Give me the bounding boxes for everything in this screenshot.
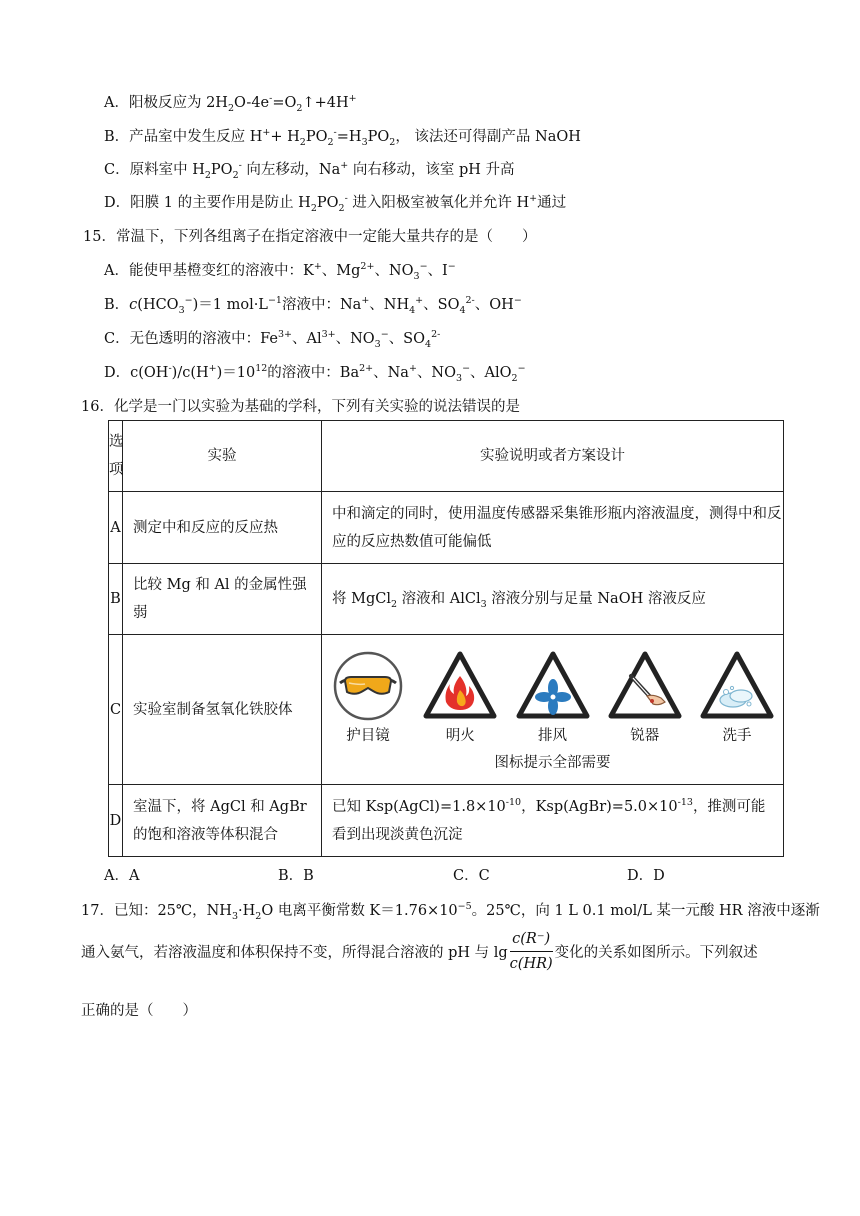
safety-icons <box>326 642 779 746</box>
q15-option-d: D．$c(OH^-)/c(H^+)=10^{12}$的溶液中：$Ba^{2+}$、Na+、$NO_3^-$、AlO$_2$− <box>104 363 526 384</box>
header-experiment: 实验 <box>123 421 322 492</box>
q17-line-3: 正确的是（ ） <box>81 1003 197 1019</box>
row-description: 将 MgCl$_2$ 溶液和 AlCl$_3$ 溶液分别与足量 NaOH 溶液反应 <box>322 564 784 635</box>
icons-note: 图标提示全部需要 <box>494 754 611 771</box>
row-description: 已知 $Ksp(AgCl)=1.8\times 10^{-10}$，$Ksp(AgBr)=5.0\times 10^{-13}$，推测可能看到出现淡黄色沉淀 <box>322 785 784 857</box>
q14-option-a: A．阳极反应为 $2H_2O-4e^-=O_2↑+4H^+$ <box>104 93 357 114</box>
wash-hands-label: 洗手 <box>722 727 752 744</box>
fraction-numerator: c(R⁻) <box>510 928 553 952</box>
exhaust-fan-icon <box>515 650 591 722</box>
row-experiment: 实验室制备氢氧化铁胶体 <box>123 635 322 785</box>
wash-hands-icon <box>699 650 775 722</box>
sharp-object-label: 锐器 <box>630 727 660 744</box>
q17-line-2: 通入氨气，若溶液温度和体积保持不变，所得混合溶液的 pH 与 lg $\frac{c(R^-)}{c(HR)}$ 变化的关系如图所示。下列叙述 <box>81 928 758 975</box>
row-experiment: 室温下，将 AgCl 和 AgBr 的饱和溶液等体积混合 <box>123 785 322 857</box>
header-option: 选 项 <box>109 421 123 492</box>
row-key: A <box>109 492 123 564</box>
row-description <box>322 635 784 785</box>
q17-line-1: 17．已知：25℃，$NH_3\cdot H_2O$ 电离平衡常数 $K=1.76\times 10^{-5}$。25℃，向 1 L 0.1 mol/L 某一元酸 HR 溶液中逐渐 <box>81 901 820 922</box>
open-flame-icon <box>422 650 498 722</box>
q16-answer-b: B．B <box>278 868 314 884</box>
q15-option-a: A．能使甲基橙变红的溶液中：K+、$Mg^{2+}$、$NO_3^-$、I− <box>104 261 456 282</box>
ratio-fraction <box>510 928 553 975</box>
q14-option-d: D．阳膜 1 的主要作用是防止 $H_2PO_2^-$ 进入阳极室被氧化并允许 H+通过 <box>104 193 567 214</box>
q14-option-b: B．产品室中发生反应 $H^++ H_2PO_2^-=H_3PO_2$， 该法还可得副产品 NaOH <box>104 127 581 148</box>
q15-stem: 15．常温下，下列各组离子在指定溶液中一定能大量共存的是（ ） <box>83 229 537 245</box>
row-key: D <box>109 785 123 857</box>
goggles-item <box>330 650 406 746</box>
header-description: 实验说明或者方案设计 <box>322 421 784 492</box>
q16-stem: 16．化学是一门以实验为基础的学科，下列有关实验的说法错误的是 <box>81 399 520 415</box>
q16-answer-d: D．D <box>627 868 665 884</box>
q15-option-c: C．无色透明的溶液中：$Fe^{3+}$、$Al^{3+}$、$NO_3^-$、$SO_4^{2-}$ <box>104 329 441 350</box>
goggles-icon <box>331 650 405 722</box>
sharp-object-item <box>607 650 683 746</box>
row-description: 中和滴定的同时，使用温度传感器采集锥形瓶内溶液温度，测得中和反应的反应热数值可能偏低 <box>322 492 784 564</box>
q16-answer-c: C．C <box>453 868 490 884</box>
row-experiment: 比较 Mg 和 Al 的金属性强弱 <box>123 564 322 635</box>
wash-hands-item <box>699 650 775 746</box>
q14-option-c: C．原料室中 $H_2PO_2^-$ 向左移动，Na+ 向右移动，该室 pH 升高 <box>104 160 515 181</box>
table-header-row <box>109 421 784 492</box>
exhaust-label: 排风 <box>538 727 567 744</box>
open-flame-item <box>422 650 498 746</box>
table-row <box>109 564 784 635</box>
exhaust-item <box>515 650 591 746</box>
row-key: C <box>109 635 123 785</box>
row-experiment: 测定中和反应的反应热 <box>123 492 322 564</box>
q15-option-b: B．$c(HCO_3^-)=1$ $mol\cdot L^{-1}$溶液中：Na+、$NH_4^+$、$SO_4^{2-}$、OH− <box>104 295 522 316</box>
row-key: B <box>109 564 123 635</box>
goggles-label: 护目镜 <box>346 727 390 744</box>
experiment-table <box>108 420 784 857</box>
table-row <box>109 785 784 857</box>
open-flame-label: 明火 <box>445 727 475 744</box>
table-row <box>109 492 784 564</box>
sharp-object-icon <box>607 650 683 722</box>
fraction-denominator: c(HR) <box>509 956 553 972</box>
q16-answer-a: A．A <box>104 868 140 884</box>
table-row <box>109 635 784 785</box>
